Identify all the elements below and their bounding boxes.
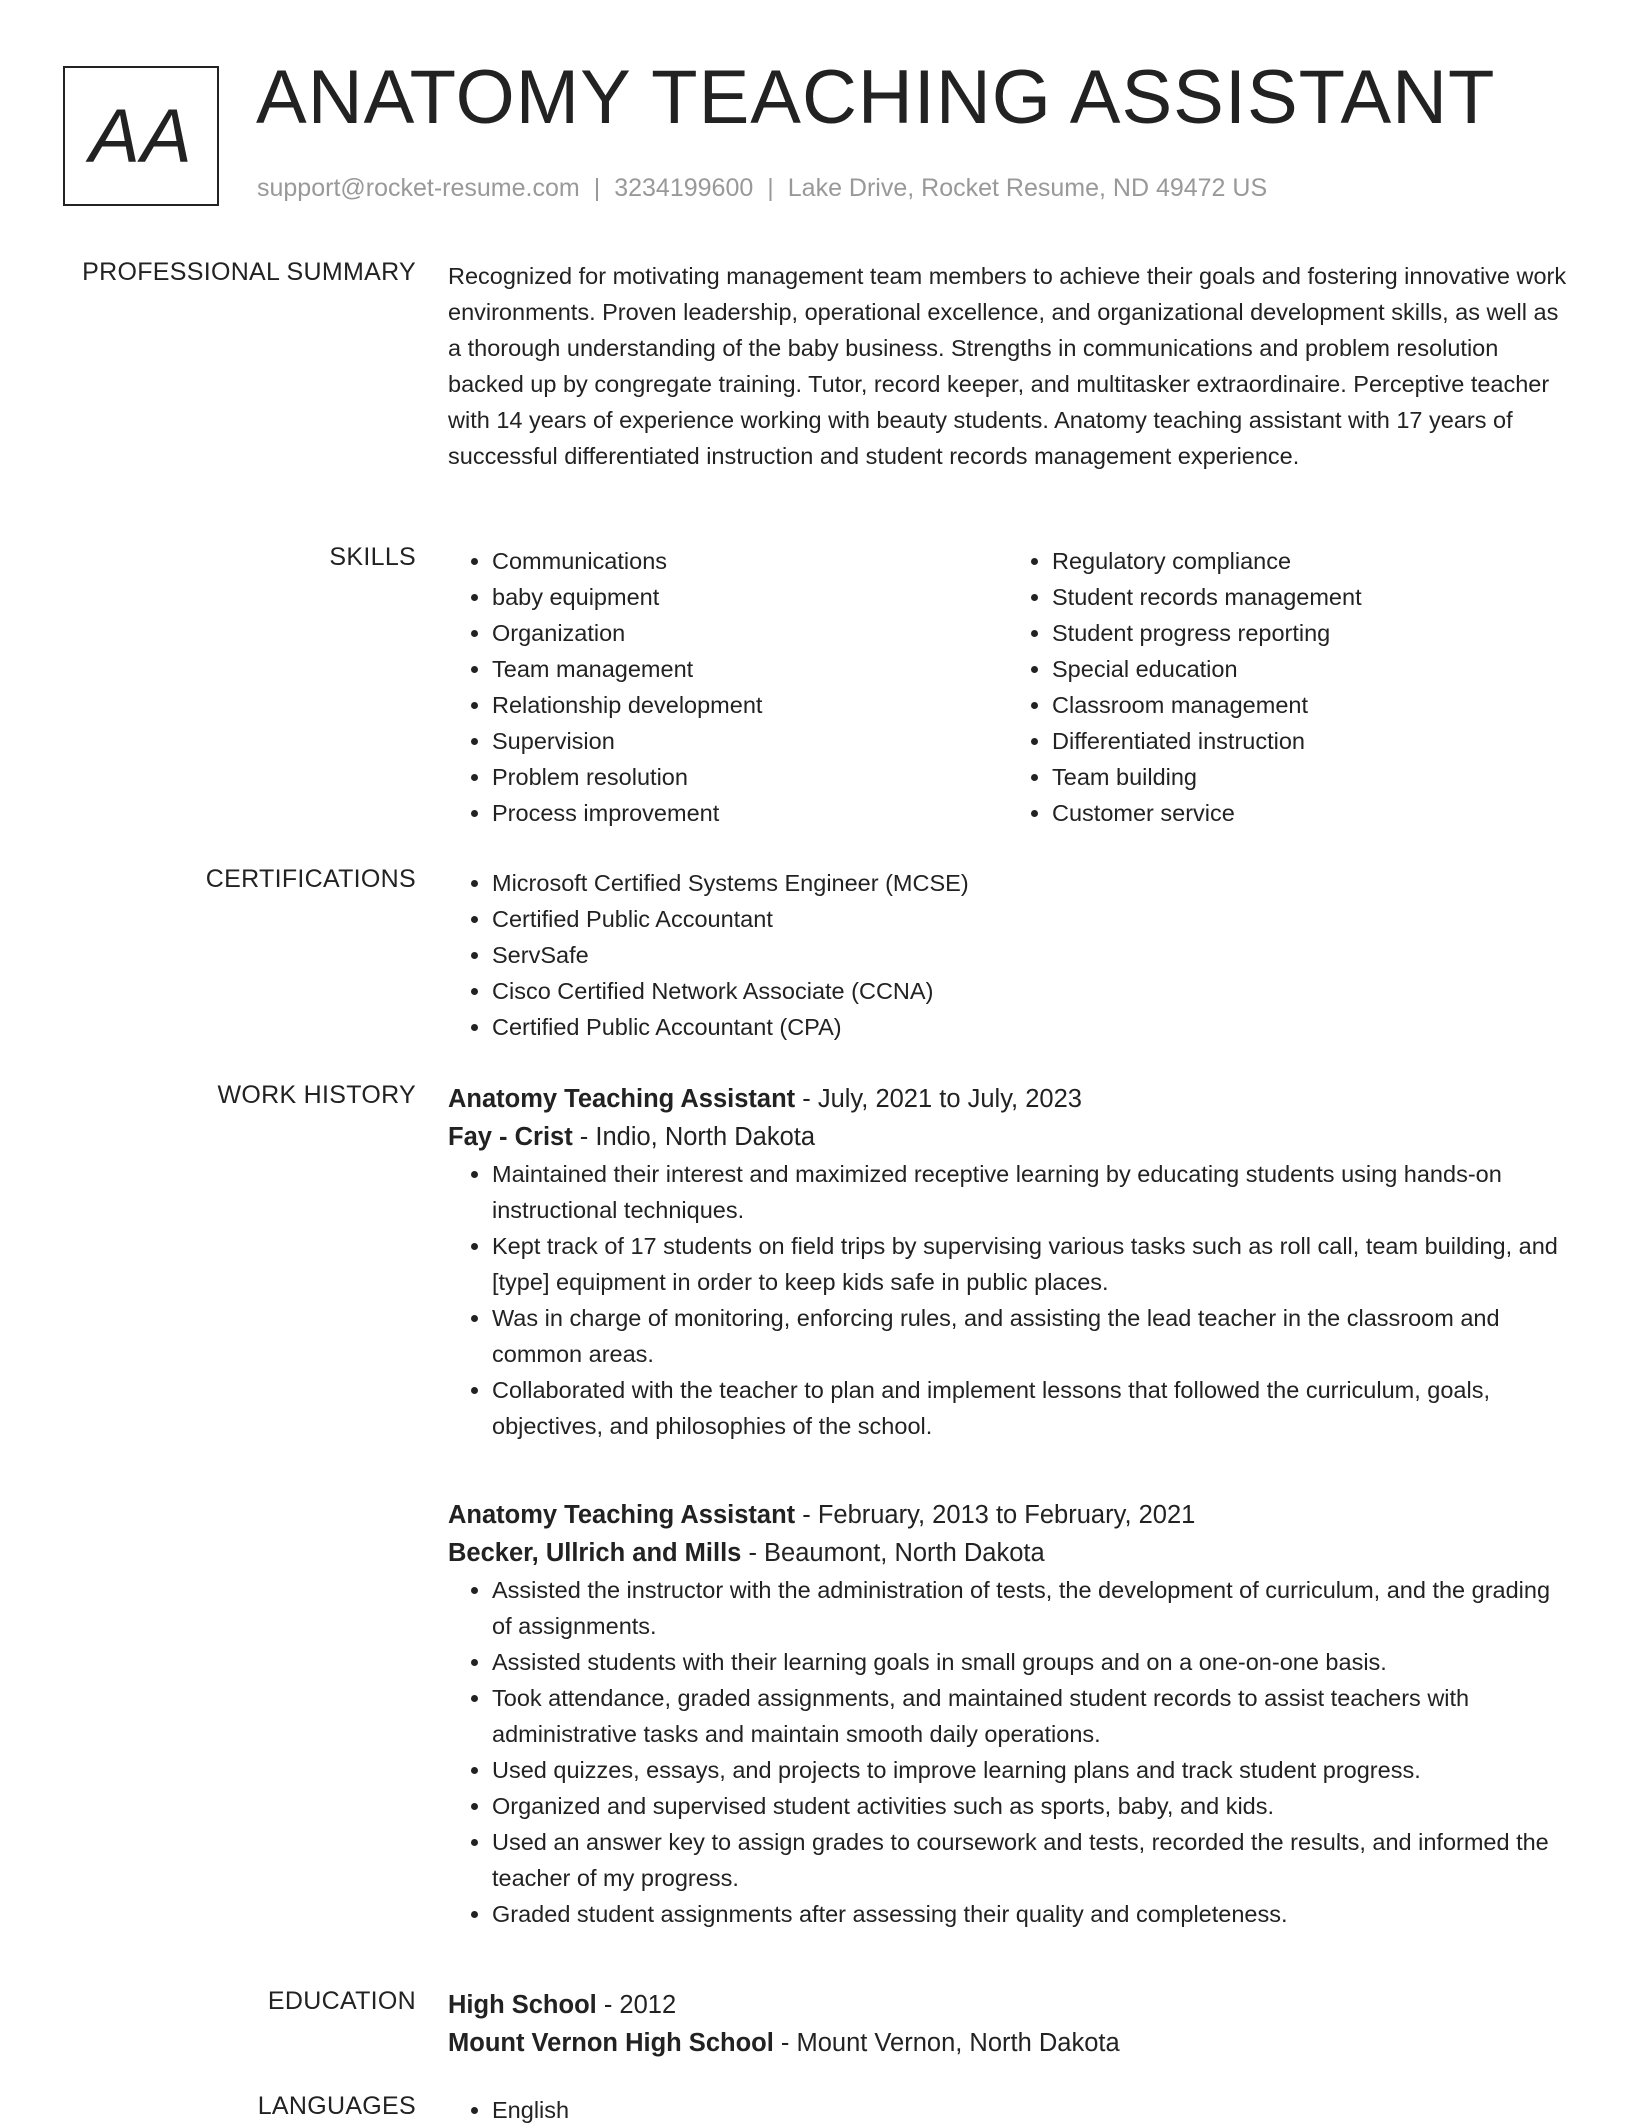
- job-bullets: [448, 1572, 1568, 1932]
- job-bullets: [448, 1156, 1568, 1444]
- education-school-line: [448, 2024, 1568, 2062]
- job-bullet: • Used an answer key to assign grades to coursework and tests, recorded the results, and informed the teacher of my progress.: [492, 1824, 1568, 1896]
- skill-item: • Process improvement: [492, 795, 1008, 831]
- job-bullet: • Assisted students with their learning goals in small groups and on a one-on-one basis.: [492, 1644, 1568, 1680]
- skill-item: • Team management: [492, 651, 1008, 687]
- education-body: [448, 1986, 1568, 2062]
- certifications-body: [448, 865, 1568, 1045]
- job-title-line: [448, 1080, 1568, 1118]
- job-entry: [448, 1080, 1568, 1444]
- job-bullet: • Assisted the instructor with the administration of tests, the development of curriculum, and the grading of assignments.: [492, 1572, 1568, 1644]
- skill-item: • Team building: [1052, 759, 1568, 795]
- job-dates: - February, 2013 to February, 2021: [795, 1501, 1196, 1529]
- job-company: Becker, Ullrich and Mills: [448, 1539, 742, 1567]
- certification-item: • Microsoft Certified Systems Engineer (MCSE): [492, 865, 1568, 901]
- language-item: • English: [492, 2092, 1568, 2128]
- work-history-body: [448, 1080, 1568, 1444]
- skill-item: • Customer service: [1052, 795, 1568, 831]
- skill-item: • Special education: [1052, 651, 1568, 687]
- certification-item: • Certified Public Accountant (CPA): [492, 1009, 1568, 1045]
- skill-item: • Student progress reporting: [1052, 615, 1568, 651]
- languages-list: [448, 2092, 1568, 2128]
- education-year: - 2012: [596, 1991, 677, 2019]
- job-company-line: [448, 1118, 1568, 1156]
- contact-separator: |: [767, 174, 774, 202]
- skill-item: • Classroom management: [1052, 687, 1568, 723]
- section-label-work-history: WORK HISTORY: [217, 1081, 416, 1109]
- skill-item: • Relationship development: [492, 687, 1008, 723]
- job-dates: - July, 2021 to July, 2023: [795, 1085, 1082, 1113]
- job-bullet: • Graded student assignments after assessing their quality and completeness.: [492, 1896, 1568, 1932]
- job-title: Anatomy Teaching Assistant: [448, 1501, 796, 1529]
- job-company: Fay - Crist: [448, 1123, 573, 1151]
- education-degree: High School: [448, 1991, 597, 2019]
- job-bullet: • Was in charge of monitoring, enforcing rules, and assisting the lead teacher in the classroom and common areas.: [492, 1300, 1568, 1372]
- job-bullet: • Kept track of 17 students on field trips by supervising various tasks such as roll call, team building, and [type] equipment in order to keep kids safe in public places.: [492, 1228, 1568, 1300]
- skill-item: • baby equipment: [492, 579, 1008, 615]
- skill-item: • Regulatory compliance: [1052, 543, 1568, 579]
- job-title: Anatomy Teaching Assistant: [448, 1085, 796, 1113]
- job-bullet: • Organized and supervised student activities such as sports, baby, and kids.: [492, 1788, 1568, 1824]
- job-location: - Indio, North Dakota: [572, 1123, 816, 1151]
- contact-address: Lake Drive, Rocket Resume, ND 49472 US: [787, 174, 1268, 202]
- job-entry: [448, 1496, 1568, 1932]
- work-history-body-2: [448, 1496, 1568, 1932]
- certification-item: • ServSafe: [492, 937, 1568, 973]
- contact-line: [257, 174, 1267, 203]
- education-location: - Mount Vernon, North Dakota: [773, 2029, 1120, 2057]
- job-location: - Beaumont, North Dakota: [741, 1539, 1045, 1567]
- skills-list-right: [1008, 543, 1568, 831]
- section-label-education: EDUCATION: [267, 1987, 416, 2015]
- languages-body: [448, 2092, 1568, 2128]
- section-label-summary: PROFESSIONAL SUMMARY: [82, 258, 416, 286]
- certification-item: • Cisco Certified Network Associate (CCNA): [492, 973, 1568, 1009]
- section-label-languages: LANGUAGES: [257, 2092, 416, 2120]
- skill-item: • Supervision: [492, 723, 1008, 759]
- job-title-line: [448, 1496, 1568, 1534]
- skill-item: • Differentiated instruction: [1052, 723, 1568, 759]
- job-bullet: • Maintained their interest and maximized receptive learning by educating students using hands-on instructional techniques.: [492, 1156, 1568, 1228]
- education-school: Mount Vernon High School: [448, 2029, 774, 2057]
- section-label-certifications: CERTIFICATIONS: [205, 865, 416, 893]
- resume-name: ANATOMY TEACHING ASSISTANT: [256, 55, 1496, 140]
- section-label-skills: SKILLS: [329, 543, 416, 571]
- skills-list-left: [448, 543, 1008, 831]
- certifications-list: [448, 865, 1568, 1045]
- summary-text: Recognized for motivating management team members to achieve their goals and fostering innovative work environments. Proven leadership, operational excellence, and organizational development skills, as well as a thorough understanding of the baby business. Strengths in communications and problem resolution backed up by congregate training. Tutor, record keeper, and multitasker extraordinaire. Perceptive teacher with 14 years of experience working with beauty students. Anatomy teaching assistant with 17 years of successful differentiated instruction and student records management experience.: [448, 263, 1567, 469]
- job-bullet: • Collaborated with the teacher to plan and implement lessons that followed the curriculum, goals, objectives, and philosophies of the school.: [492, 1372, 1568, 1444]
- monogram-initials: AA: [89, 93, 193, 179]
- job-bullet: • Used quizzes, essays, and projects to improve learning plans and track student progress.: [492, 1752, 1568, 1788]
- certification-item: • Certified Public Accountant: [492, 901, 1568, 937]
- skill-item: • Problem resolution: [492, 759, 1008, 795]
- contact-email[interactable]: support@rocket-resume.com: [257, 174, 580, 202]
- skills-grid: [448, 543, 1568, 831]
- job-bullet: • Took attendance, graded assignments, and maintained student records to assist teachers with administrative tasks and maintain smooth daily operations.: [492, 1680, 1568, 1752]
- monogram-box: [63, 66, 219, 206]
- education-degree-line: [448, 1986, 1568, 2024]
- contact-separator: |: [593, 174, 601, 202]
- job-company-line: [448, 1534, 1568, 1572]
- skill-item: • Communications: [492, 543, 1008, 579]
- skills-body: [448, 543, 1568, 831]
- skill-item: • Student records management: [1052, 579, 1568, 615]
- contact-phone[interactable]: 3234199600: [614, 174, 754, 202]
- skill-item: • Organization: [492, 615, 1008, 651]
